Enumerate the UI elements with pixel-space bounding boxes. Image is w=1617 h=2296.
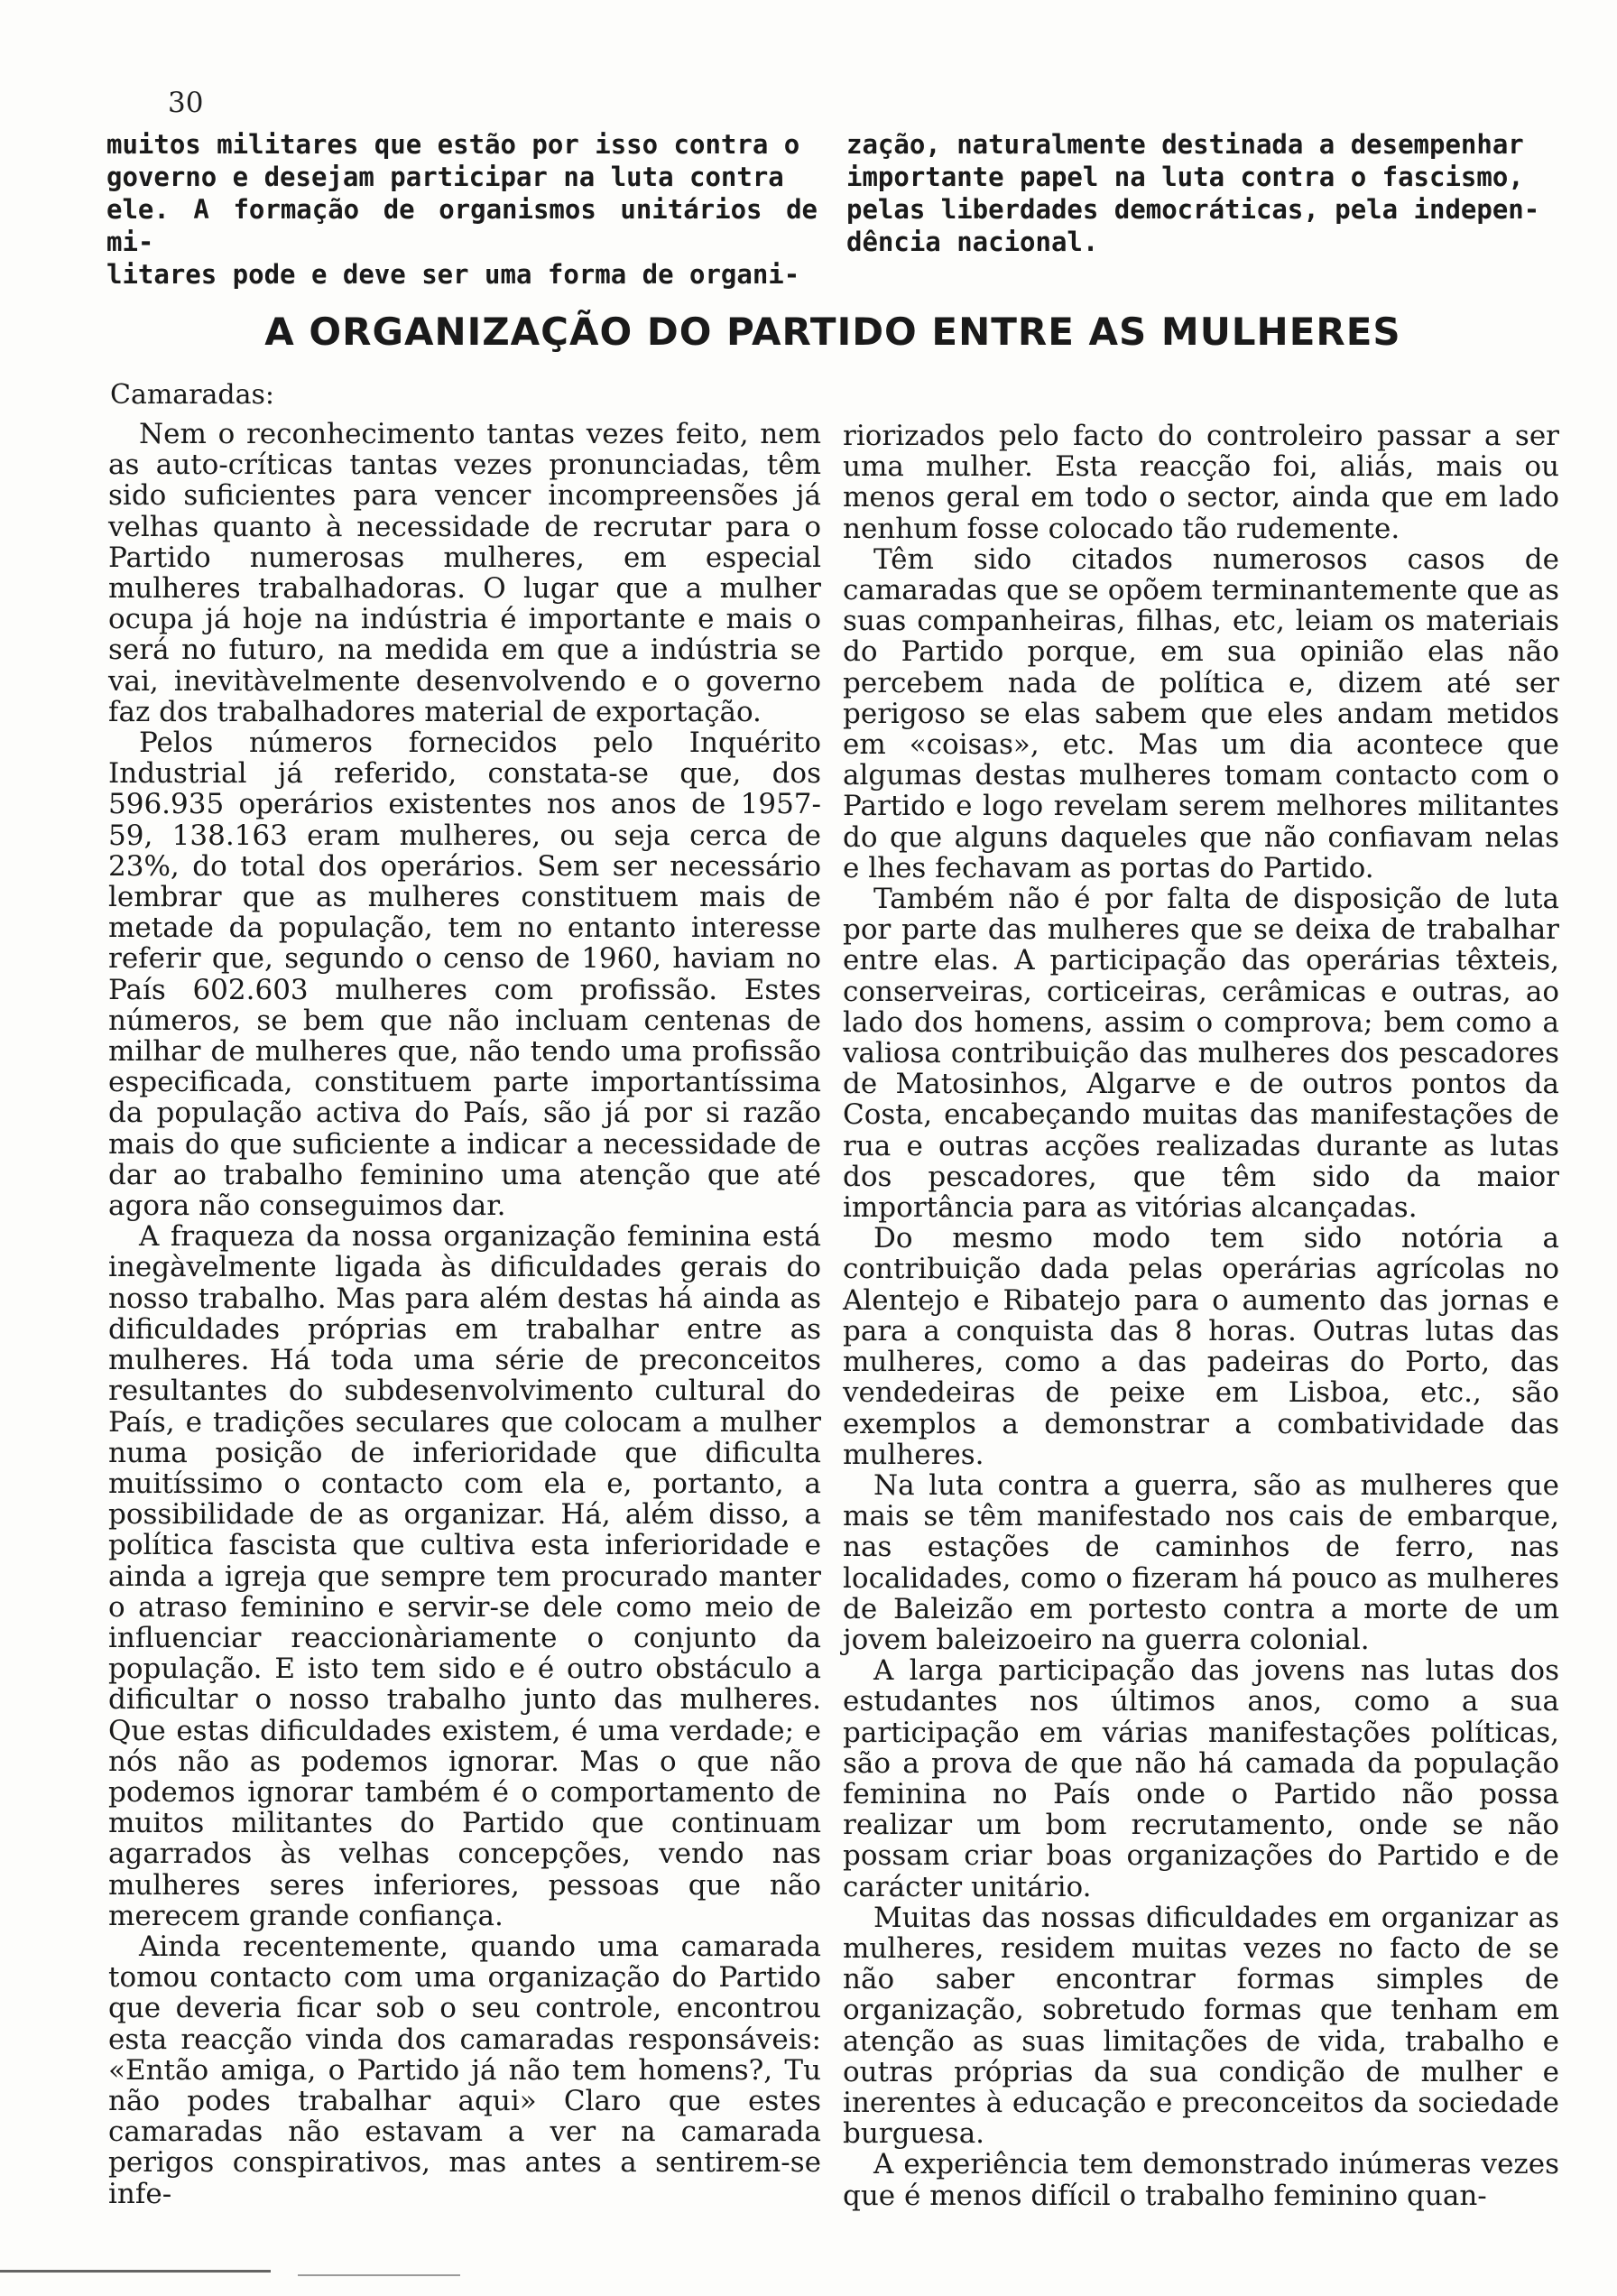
paragraph: Ainda recentemente, quando uma camarada tomou contacto com uma organização do Partido que deveria ficar sob o seu controle, encontrou esta reacção vinda dos camaradas responsáveis: «Então amiga, o Partido já não tem homens?, Tu não podes trabalhar aqui» Claro que estes camaradas não estavam a ver na camarada perigos conspirativos, mas antes a sentirem-se infe- bbox=[108, 1930, 821, 2210]
text-line: dência nacional. bbox=[846, 227, 1099, 257]
paragraph: Do mesmo modo tem sido notória a contribuição dada pelas operárias agrícolas no Alentejo e Ribatejo para o aumento das jornas e para a conquista das 8 horas. Outras lutas das mulheres, como a das padeiras do Porto, das vendedeiras de peixe em Lisboa, etc., são exemplos a demonstrar a combatividade das mulheres. bbox=[843, 1222, 1559, 1471]
paragraph: A experiência tem demonstrado inúmeras vezes que é menos difícil o trabalho feminino quan- bbox=[843, 2148, 1559, 2212]
body-column-right bbox=[843, 421, 1559, 2211]
carryover-text-right bbox=[846, 128, 1559, 258]
paragraph: Muitas das nossas dificuldades em organizar as mulheres, residem muitas vezes no facto de se não saber encontrar formas simples de organização, sobretudo formas que tenham em atenção as suas limitações de vida, trabalho e outras próprias da sua condição de mulher e inerentes à educação e preconceitos da sociedade burguesa. bbox=[843, 1901, 1559, 2151]
text-line: pelas liberdades democráticas, pela indepen- bbox=[846, 194, 1540, 225]
text-line: muitos militares que estão por isso contra o bbox=[106, 129, 800, 160]
text-line: litares pode e deve ser uma forma de organi- bbox=[106, 259, 800, 290]
footer-scan-mark bbox=[298, 2274, 460, 2276]
article-headline: A ORGANIZAÇÃO DO PARTIDO ENTRE AS MULHERES bbox=[264, 310, 1401, 354]
text-line: ele. A formação de organismos unitários de mi- bbox=[106, 194, 818, 257]
text-line: importante papel na luta contra o fascismo, bbox=[846, 162, 1524, 192]
carryover-text-left bbox=[106, 128, 818, 291]
text-line: zação, naturalmente destinada a desempenhar bbox=[846, 129, 1524, 160]
paragraph: riorizados pelo facto do controleiro passar a ser uma mulher. Esta reacção foi, aliás, mais ou menos geral em todo o sector, ainda que em lado nenhum fosse colocado tão rudemente. bbox=[843, 420, 1559, 545]
footer-scan-mark bbox=[0, 2270, 271, 2273]
paragraph: Pelos números fornecidos pelo Inquérito Industrial já referido, constata-se que, dos 596.935 operários existentes nos anos de 1957-59, 138.163 eram mulheres, ou seja cerca de 23%, do total dos operários. Sem ser necessário lembrar que as mulheres constituem mais de metade da população, tem no entanto interesse referir que, segundo o censo de 1960, haviam no País 602.603 mulheres com profissão. Estes números, se bem que não incluam centenas de milhar de mulheres que, não tendo uma profissão especificada, constituem parte importantíssima da população activa do País, são já por si razão mais do que suficiente a indicar a necessidade de dar ao trabalho feminino uma atenção que até agora não conseguimos dar. bbox=[108, 727, 821, 1223]
paragraph: Têm sido citados numerosos casos de camaradas que se opõem terminantemente que as suas companheiras, filhas, etc, leiam os materiais do Partido porque, em sua opinião elas não percebem nada de política e, dizem até ser perigoso se elas sabem que eles andam metidos em «coisas», etc. Mas um dia acontece que algumas destas mulheres tomam contacto com o Partido e logo revelam serem melhores militantes do que alguns daqueles que não confiavam nelas e lhes fechavam as portas do Partido. bbox=[843, 542, 1559, 884]
salutation: Camaradas: bbox=[110, 379, 274, 411]
paragraph: Também não é por falta de disposição de luta por parte das mulheres que se deixa de trabalhar entre elas. A participação das operárias têxteis, conserveiras, corticeiras, cerâmicas e outras, ao lado dos homens, assim o comprova; bem como a valiosa contribuição das mulheres dos pescadores de Matosinhos, Algarve e de outros pontos da Costa, encabeçando muitas das manifestações de rua e outras acções realizadas durante as lutas dos pescadores, que têm sido da maior importância para as vitórias alcançadas. bbox=[843, 883, 1559, 1225]
paragraph: Na luta contra a guerra, são as mulheres que mais se têm manifestado nos cais de embarque, nas estações de caminhos de ferro, nas localidades, como o fizeram há pouco as mulheres de Baleizão em portesto contra a morte de um jovem baleizoeiro na guerra colonial. bbox=[843, 1468, 1559, 1656]
paragraph: A larga participação das jovens nas lutas dos estudantes nos últimos anos, como a sua participação em várias manifestações políticas, são a prova de que não há camada da população feminina no País onde o Partido não possa realizar um bom recrutamento, onde se não possam criar boas organizações do Partido e de carácter unitário. bbox=[843, 1654, 1559, 1903]
text-line: governo e desejam participar na luta contra bbox=[106, 162, 784, 192]
page-number: 30 bbox=[168, 87, 204, 119]
body-column-left bbox=[108, 419, 821, 2209]
paragraph: Nem o reconhecimento tantas vezes feito, nem as auto-críticas tantas vezes pronunciadas, têm sido suficientes para vencer incompreensões já velhas quanto à necessidade de recrutar para o Partido numerosas mulheres, em especial mulheres trabalhadoras. O lugar que a mulher ocupa já hoje na indústria é importante e mais o será no futuro, na medida em que a indústria se vai, inevitàvelmente desenvolvendo e o governo faz dos trabalhadores material de exportação. bbox=[108, 418, 821, 728]
paragraph: A fraqueza da nossa organização feminina está inegàvelmente ligada às dificuldades gerais do nosso trabalho. Mas para além destas há ainda as dificuldades próprias em trabalhar entre as mulheres. Há toda uma série de preconceitos resultantes do subdesenvolvimento cultural do País, e tradições seculares que colocam a mulher numa posição de inferioridade que dificulta muitíssimo o contacto com ela e, portanto, a possibilidade de as organizar. Há, além disso, a política fascista que cultiva esta inferioridade e ainda a igreja que sempre tem procurado manter o atraso feminino e servir-se dele como meio de influenciar reaccionàriamente o conjunto da população. E isto tem sido e é outro obstáculo a dificultar o nosso trabalho junto das mulheres. Que estas dificuldades existem, é uma verdade; e nós não as podemos ignorar. Mas o que não podemos ignorar também é o comportamento de muitos militantes do Partido que continuam agarrados às velhas concepções, vendo nas mulheres seres inferiores, pessoas que não merecem grande confiança. bbox=[108, 1220, 821, 1932]
